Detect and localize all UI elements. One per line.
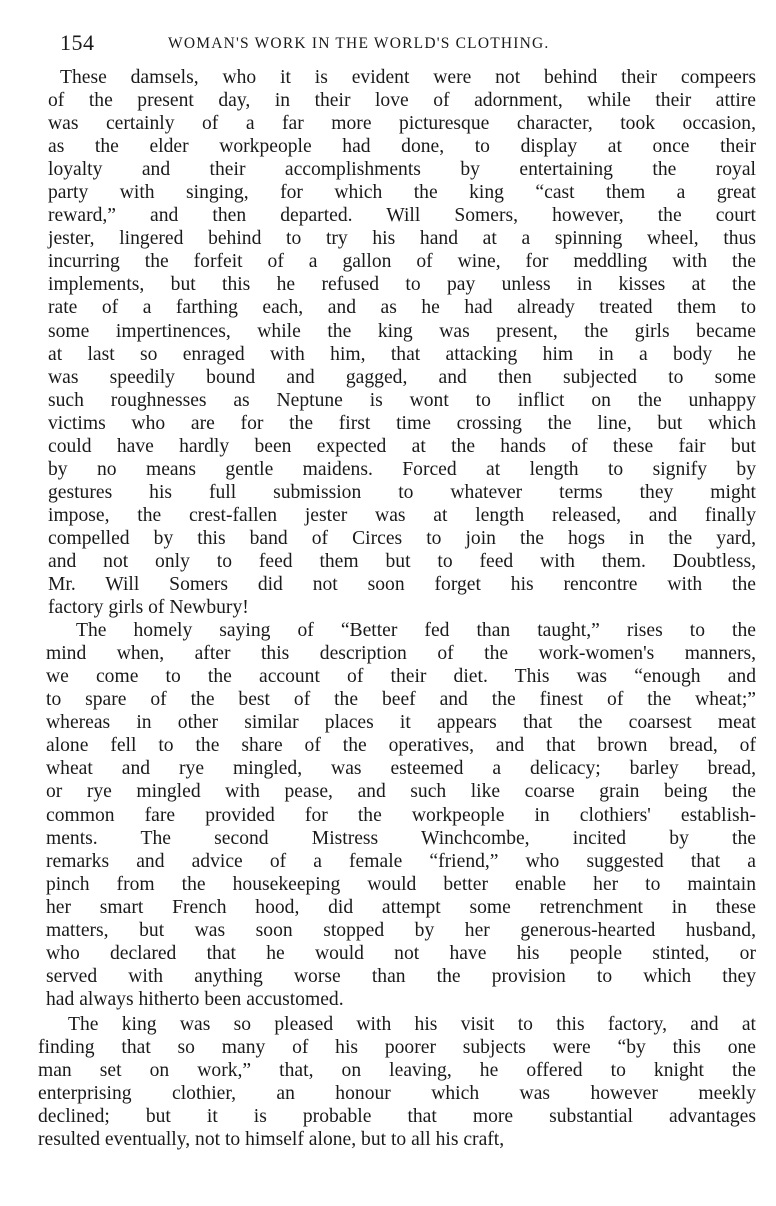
text-line: resulted eventually, not to himself alone, but to all his craft, — [38, 1129, 505, 1151]
text-line: some impertinences, while the king was present, the girls became — [48, 320, 756, 342]
book-page — [38, 30, 756, 1151]
paragraph — [38, 1013, 756, 1151]
text-line: was speedily bound and gagged, and then subjected to some — [48, 366, 756, 388]
text-line: had always hitherto been accustomed. — [46, 988, 344, 1010]
paragraph — [38, 619, 756, 1011]
text-line: to spare of the best of the beef and the finest of the wheat;” — [46, 689, 756, 711]
text-line: by no means gentle maidens. Forced at length to signify by — [48, 458, 756, 480]
text-line: at last so enraged with him, that attacking him in a body he — [48, 343, 756, 365]
text-line: alone fell to the share of the operatives, and that brown bread, of — [46, 735, 756, 757]
text-line: her smart French hood, did attempt some retrenchment in these — [46, 896, 756, 918]
text-line: was certainly of a far more picturesque character, took occasion, — [48, 113, 756, 135]
text-line: wheat and rye mingled, was esteemed a delicacy; barley bread, — [46, 758, 756, 780]
text-line: incurring the forfeit of a gallon of wine, for meddling with the — [48, 251, 756, 273]
text-line: enterprising clothier, an honour which was however meekly — [38, 1083, 756, 1105]
text-line: as the elder workpeople had done, to display at once their — [48, 136, 756, 158]
text-line: man set on work,” that, on leaving, he offered to knight the — [38, 1060, 756, 1082]
text-line: compelled by this band of Circes to join the hogs in the yard, — [48, 527, 756, 549]
text-line: impose, the crest-fallen jester was at length released, and finally — [48, 504, 756, 526]
text-line: loyalty and their accomplishments by entertaining the royal — [48, 159, 756, 181]
page-number: 154 — [60, 30, 95, 55]
running-title: WOMAN'S WORK IN THE WORLD'S CLOTHING. — [168, 35, 550, 52]
text-line: whereas in other similar places it appears that the coarsest meat — [46, 712, 756, 734]
text-line: of the present day, in their love of adornment, while their attire — [48, 90, 756, 112]
text-line: remarks and advice of a female “friend,” who suggested that a — [46, 850, 756, 872]
text-line: reward,” and then departed. Will Somers, however, the court — [48, 205, 756, 227]
text-line: implements, but this he refused to pay unless in kisses at the — [48, 274, 756, 296]
text-line: victims who are for the first time crossing the line, but which — [48, 412, 756, 434]
text-line: could have hardly been expected at the hands of these fair but — [48, 435, 756, 457]
text-line: These damsels, who it is evident were not behind their compeers — [60, 67, 756, 88]
text-line: pinch from the housekeeping would better enable her to maintain — [46, 873, 756, 895]
text-line: such roughnesses as Neptune is wont to inflict on the unhappy — [48, 389, 756, 411]
text-line: gestures his full submission to whatever terms they might — [48, 481, 756, 503]
text-line: factory girls of Newbury! — [48, 597, 249, 619]
text-line: finding that so many of his poorer subjects were “by this one — [38, 1036, 756, 1058]
text-line: rate of a farthing each, and as he had already treated them to — [48, 297, 756, 319]
text-line: party with singing, for which the king “cast them a great — [48, 182, 756, 204]
body-text — [38, 66, 756, 1151]
paragraph — [38, 66, 756, 619]
text-line: jester, lingered behind to try his hand at a spinning wheel, thus — [48, 228, 756, 250]
text-line: we come to the account of their diet. This was “enough and — [46, 666, 756, 688]
text-line: who declared that he would not have his people stinted, or — [46, 942, 756, 964]
text-line: Mr. Will Somers did not soon forget his rencontre with the — [48, 574, 756, 596]
text-line: ments. The second Mistress Winchcombe, incited by the — [46, 827, 756, 849]
text-line: common fare provided for the workpeople in clothiers' establish- — [46, 804, 756, 826]
text-line: or rye mingled with pease, and such like coarse grain being the — [46, 781, 756, 803]
text-line: matters, but was soon stopped by her generous-hearted husband, — [46, 919, 756, 941]
text-line: and not only to feed them but to feed with them. Doubtless, — [48, 550, 756, 572]
text-line: The king was so pleased with his visit to this factory, and at — [68, 1013, 756, 1035]
running-head — [58, 30, 756, 60]
text-line: served with anything worse than the provision to which they — [46, 965, 756, 987]
text-line: mind when, after this description of the work-women's manners, — [46, 643, 756, 665]
text-line: declined; but it is probable that more substantial advantages — [38, 1106, 756, 1128]
text-line: The homely saying of “Better fed than taught,” rises to the — [76, 620, 756, 642]
